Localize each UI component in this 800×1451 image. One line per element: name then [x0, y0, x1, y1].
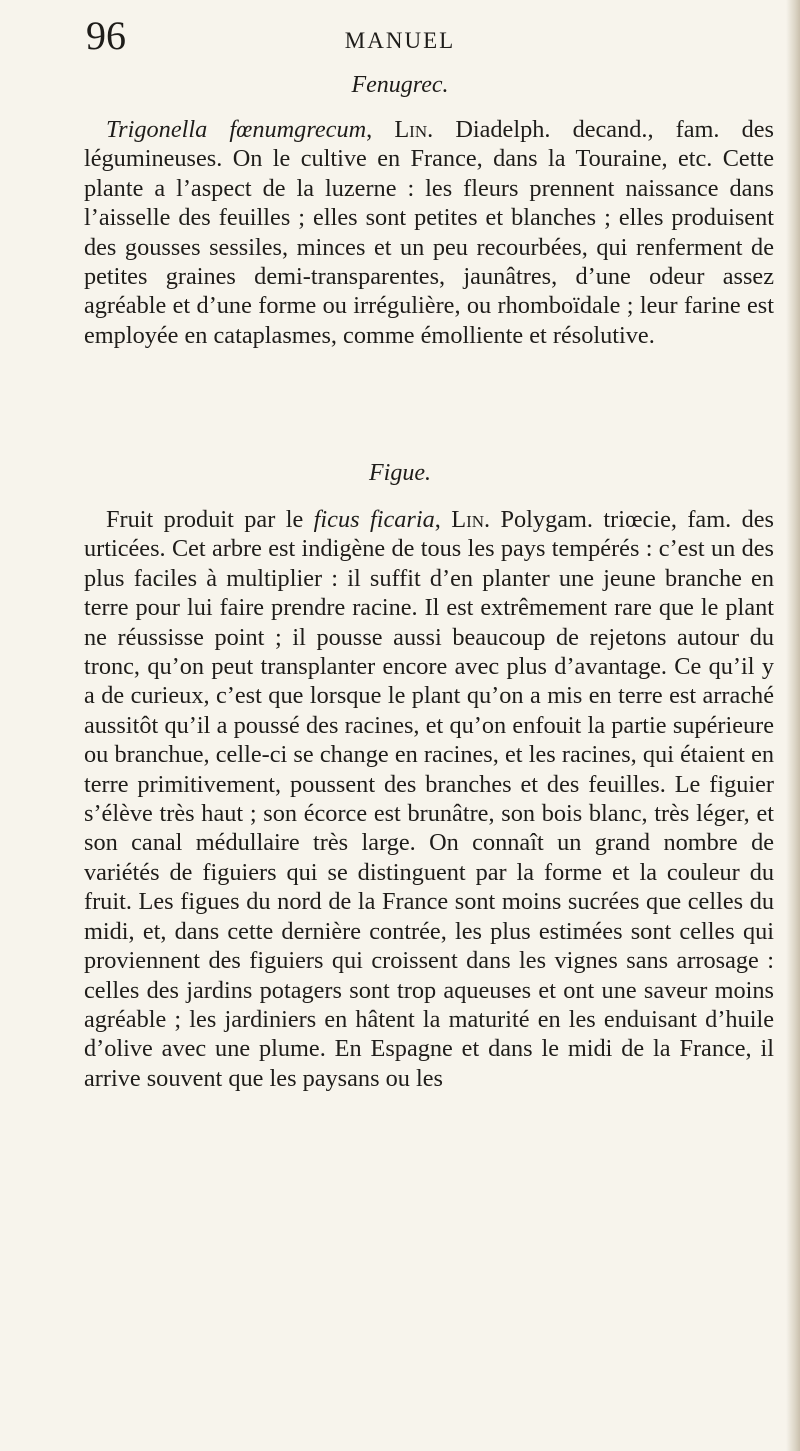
- body-text-fenugrec: Diadelph. decand., fam. des légumineuses. On le cultive en France, dans la Touraine, etc. Cette plante a l’aspect de la luzerne : les fleurs prennent naissance dans l’aisselle des feuilles ; elles sont petites et blanches ; elles produisent des gousses sessiles, minces et un peu recourbées, qui renferment de petites graines demi-transparentes, jaunâtres, d’une odeur assez agréable et d’une forme ou irrégulière, ou rhomboïdale ; leur farine est employée en cataplasmes, comme émolliente et résolutive.: [84, 116, 774, 349]
- separator: ,: [366, 116, 395, 143]
- separator: ,: [434, 506, 452, 533]
- paragraph-fenugrec: [84, 115, 774, 350]
- running-title: MANUEL: [344, 28, 456, 53]
- latin-name-figue: ficus ficaria: [313, 506, 435, 533]
- intro-text-figue: Fruit produit par le: [106, 506, 314, 533]
- section-title-fenugrec: Fenugrec.: [351, 72, 449, 98]
- paragraph-figue: [84, 505, 774, 1093]
- authority-fenugrec: Lin.: [394, 116, 434, 143]
- body-text-figue: Polygam. triœcie, fam. des urticées. Cet arbre est indigène de tous les pays tempérés : c’est un des plus faciles à multiplier : il suffit d’en planter une jeune branche en terre pour lui faire prendre racine. Il est extrêmement rare que le plant ne réussisse point ; il pousse aussi beaucoup de rejetons autour du tronc, qu’on peut transplanter encore avec plus d’avantage. Ce qu’il y a de curieux, c’est que lorsque le plant qu’on a mis en terre est arraché aussitôt qu’il a poussé des racines, et qu’on enfouit la partie supérieure ou branchue, celle-ci se change en racines, et les racines, qui étaient en terre primitivement, poussent des branches et des feuilles. Le figuier s’élève très haut ; son écorce est brunâtre, son bois blanc, très léger, et son canal médullaire très large. On connaît un grand nombre de variétés de figuiers qui se distinguent par la forme et la couleur du fruit. Les figues du nord de la France sont moins sucrées que celles du midi, et, dans cette dernière contrée, les plus estimées sont celles qui proviennent des figuiers qui croissent dans les vignes sans arrosage : celles des jardins potagers sont trop aqueuses et ont une saveur moins agréable ; les jardiniers en hâtent la maturité en les enduisant d’huile d’olive avec une plume. En Espagne et dans le midi de la France, il arrive souvent que les paysans ou les: [84, 506, 774, 1092]
- page-edge-shadow: [786, 0, 800, 1451]
- authority-figue: Lin.: [451, 506, 491, 533]
- page-number: 96: [86, 13, 126, 58]
- latin-name-fenugrec: Trigonella fœnumgrecum: [106, 116, 367, 143]
- section-title-figue: Figue.: [369, 460, 431, 486]
